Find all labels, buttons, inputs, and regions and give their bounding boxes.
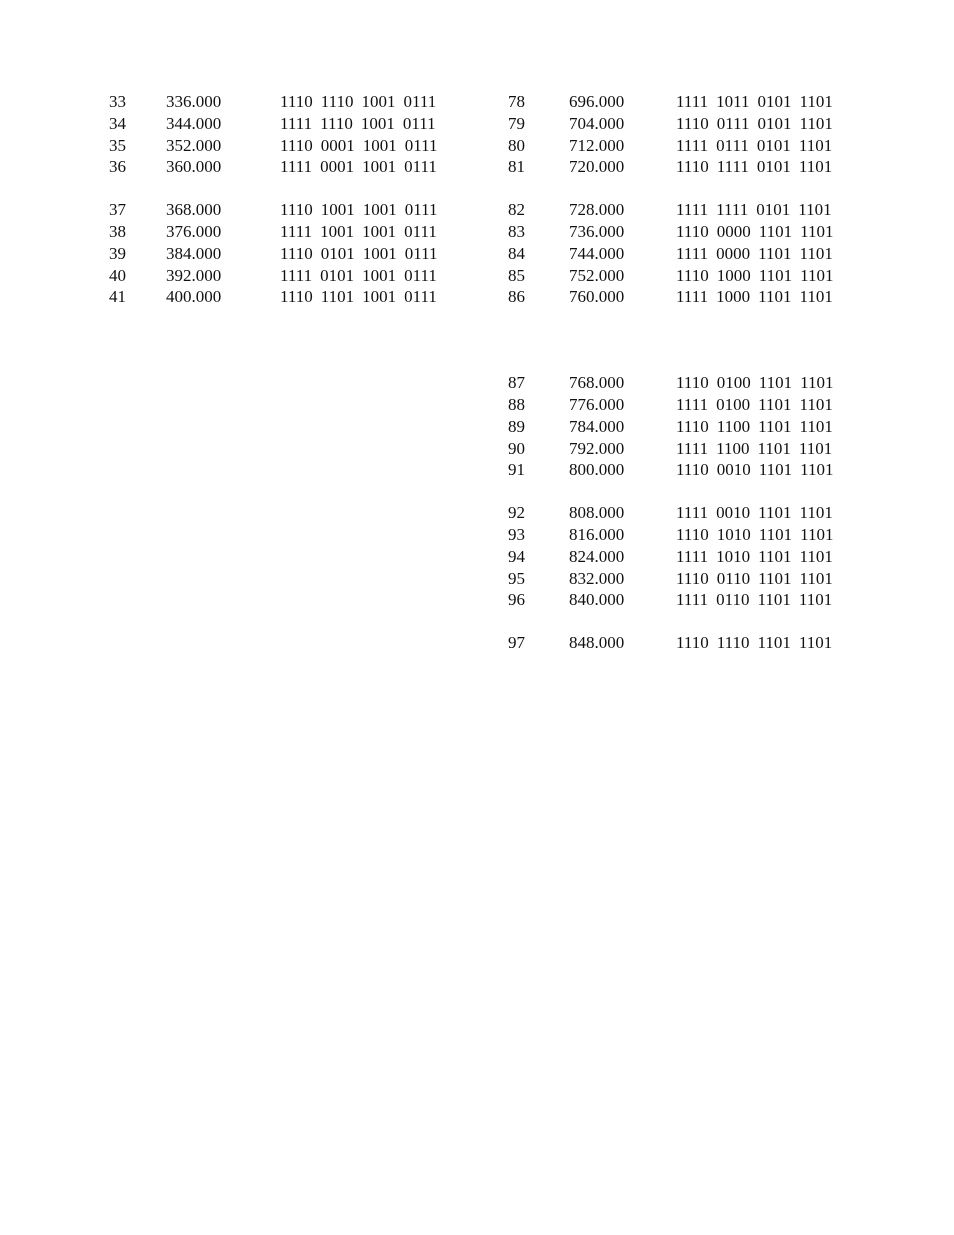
binary-nibble: 1010 — [716, 524, 751, 544]
binary-nibble: 1101 — [799, 568, 833, 588]
frequency-value: 736.000 — [569, 221, 625, 241]
binary-nibble: 1001 — [362, 157, 397, 177]
binary-nibble: 1001 — [362, 135, 397, 155]
binary-nibble: 1111 — [676, 438, 709, 458]
binary-nibble: 1001 — [362, 221, 397, 241]
binary-nibble: 0111 — [404, 157, 437, 177]
binary-nibble: 1110 — [676, 460, 709, 480]
binary-code — [280, 243, 446, 265]
binary-code — [676, 524, 842, 546]
channel-number: 40 — [109, 265, 126, 285]
binary-nibble: 1101 — [758, 416, 792, 436]
frequency-value: 392.000 — [166, 265, 222, 285]
binary-nibble: 1101 — [798, 590, 833, 610]
frequency-value: 840.000 — [569, 590, 625, 610]
binary-nibble: 1101 — [800, 221, 834, 241]
binary-nibble: 0111 — [404, 287, 437, 307]
binary-nibble: 1111 — [676, 92, 709, 111]
binary-nibble: 0100 — [716, 394, 751, 414]
binary-code — [676, 113, 841, 135]
binary-nibble: 1101 — [757, 590, 791, 610]
frequency-value: 776.000 — [569, 394, 625, 414]
binary-nibble: 0000 — [716, 243, 751, 263]
frequency-value: 816.000 — [569, 524, 625, 544]
binary-nibble: 1101 — [798, 438, 833, 458]
binary-nibble: 1111 — [676, 394, 709, 414]
binary-nibble: 1000 — [716, 287, 751, 307]
frequency-value: 384.000 — [166, 243, 222, 263]
channel-number: 91 — [508, 460, 525, 480]
binary-nibble: 1010 — [716, 546, 751, 566]
channel-number: 87 — [508, 373, 525, 393]
binary-nibble: 1101 — [799, 287, 833, 307]
binary-nibble: 1100 — [716, 438, 750, 458]
binary-nibble: 1101 — [758, 221, 793, 241]
binary-nibble: 1001 — [362, 265, 397, 285]
binary-nibble: 1111 — [280, 221, 313, 241]
binary-nibble: 1001 — [362, 243, 397, 263]
binary-nibble: 1111 — [280, 265, 313, 285]
binary-nibble: 1110 — [280, 243, 313, 263]
channel-number: 84 — [508, 243, 525, 263]
binary-nibble: 0111 — [402, 113, 436, 133]
frequency-value: 400.000 — [166, 287, 222, 307]
binary-nibble: 1110 — [716, 633, 750, 653]
binary-code — [676, 372, 842, 394]
channel-number: 39 — [109, 243, 126, 263]
binary-nibble: 1110 — [320, 113, 353, 133]
binary-code — [280, 286, 445, 308]
channel-number: 34 — [109, 113, 126, 133]
binary-nibble: 1101 — [758, 373, 793, 393]
frequency-value: 336.000 — [166, 92, 222, 111]
binary-nibble: 1001 — [320, 221, 355, 241]
channel-number: 79 — [508, 113, 525, 133]
channel-number: 92 — [508, 503, 525, 523]
frequency-value: 824.000 — [569, 546, 625, 566]
binary-nibble: 1011 — [716, 92, 750, 111]
binary-code — [280, 156, 445, 178]
binary-nibble: 0111 — [404, 221, 437, 241]
binary-nibble: 1111 — [676, 590, 709, 610]
binary-nibble: 1111 — [280, 113, 313, 133]
frequency-value: 352.000 — [166, 135, 222, 155]
binary-nibble: 1101 — [758, 394, 792, 414]
binary-nibble: 0101 — [756, 135, 791, 155]
binary-nibble: 1110 — [676, 524, 709, 544]
channel-number: 90 — [508, 438, 525, 458]
binary-nibble: 1101 — [798, 157, 833, 177]
binary-nibble: 1101 — [798, 200, 832, 220]
binary-nibble: 0001 — [320, 135, 355, 155]
binary-nibble: 1101 — [799, 416, 833, 436]
binary-nibble: 1111 — [676, 200, 709, 220]
binary-nibble: 0101 — [320, 265, 355, 285]
binary-nibble: 1111 — [280, 157, 313, 177]
binary-nibble: 0111 — [716, 135, 749, 155]
binary-nibble: 1101 — [799, 243, 833, 263]
binary-nibble: 1101 — [799, 92, 833, 111]
binary-nibble: 1110 — [280, 135, 313, 155]
channel-number: 83 — [508, 221, 525, 241]
binary-code — [676, 568, 841, 590]
binary-code — [676, 221, 842, 243]
binary-code — [676, 589, 840, 611]
binary-nibble: 1101 — [757, 633, 791, 653]
binary-nibble: 0110 — [716, 590, 750, 610]
binary-nibble: 1111 — [716, 157, 749, 177]
binary-nibble: 0111 — [404, 243, 438, 263]
binary-nibble: 1110 — [280, 200, 313, 220]
binary-nibble: 1101 — [800, 524, 834, 544]
binary-nibble: 1101 — [758, 265, 793, 285]
binary-code — [676, 286, 841, 308]
frequency-value: 848.000 — [569, 633, 625, 653]
binary-nibble: 1110 — [676, 373, 709, 393]
binary-nibble: 1101 — [758, 503, 792, 523]
frequency-value: 368.000 — [166, 200, 222, 220]
binary-nibble: 1101 — [758, 460, 793, 480]
binary-nibble: 1110 — [280, 287, 313, 307]
binary-code — [676, 546, 841, 568]
binary-nibble: 1110 — [676, 157, 709, 177]
channel-number: 35 — [109, 135, 126, 155]
binary-nibble: 0010 — [716, 503, 751, 523]
channel-number: 36 — [109, 157, 126, 177]
binary-nibble: 1101 — [799, 113, 833, 133]
binary-code — [676, 265, 842, 287]
channel-number: 80 — [508, 135, 525, 155]
channel-number: 95 — [508, 568, 525, 588]
channel-number: 94 — [508, 546, 525, 566]
binary-nibble: 1001 — [361, 92, 396, 111]
frequency-value: 768.000 — [569, 373, 625, 393]
binary-nibble: 0000 — [716, 221, 751, 241]
binary-nibble: 1001 — [362, 200, 397, 220]
binary-nibble: 1101 — [800, 265, 834, 285]
binary-nibble: 0111 — [404, 200, 438, 220]
binary-code — [676, 416, 841, 438]
binary-nibble: 1101 — [320, 287, 355, 307]
binary-nibble: 1101 — [758, 524, 793, 544]
binary-nibble: 1101 — [800, 460, 834, 480]
binary-nibble: 1110 — [676, 113, 709, 133]
channel-number: 81 — [508, 157, 525, 177]
channel-number: 41 — [109, 287, 126, 307]
binary-nibble: 1101 — [758, 568, 792, 588]
binary-nibble: 1111 — [676, 135, 709, 155]
binary-nibble: 1101 — [757, 438, 791, 458]
binary-code — [280, 113, 444, 135]
binary-code — [280, 265, 445, 287]
binary-nibble: 1101 — [800, 373, 834, 393]
frequency-value: 712.000 — [569, 135, 625, 155]
frequency-value: 344.000 — [166, 113, 222, 133]
binary-code — [280, 221, 445, 243]
binary-nibble: 1110 — [280, 92, 313, 111]
binary-code — [280, 135, 446, 157]
binary-code — [676, 91, 841, 113]
frequency-value: 728.000 — [569, 200, 625, 220]
binary-nibble: 1101 — [799, 394, 833, 414]
binary-nibble: 0101 — [757, 113, 792, 133]
binary-nibble: 1000 — [716, 265, 751, 285]
binary-nibble: 1101 — [758, 243, 792, 263]
channel-number: 97 — [508, 633, 525, 653]
channel-number: 33 — [109, 92, 126, 111]
binary-code — [676, 438, 840, 460]
frequency-value: 720.000 — [569, 157, 625, 177]
binary-code — [676, 394, 841, 416]
frequency-value: 784.000 — [569, 416, 625, 436]
binary-nibble: 1111 — [676, 546, 709, 566]
binary-code — [676, 459, 842, 481]
channel-number: 93 — [508, 524, 525, 544]
binary-nibble: 0010 — [716, 460, 751, 480]
binary-nibble: 1001 — [320, 200, 355, 220]
binary-nibble: 0101 — [757, 92, 792, 111]
binary-nibble: 1110 — [320, 92, 354, 111]
binary-nibble: 1110 — [676, 265, 709, 285]
binary-nibble: 1110 — [676, 416, 709, 436]
binary-code — [676, 243, 841, 265]
binary-nibble: 0111 — [404, 265, 437, 285]
binary-code — [280, 91, 444, 113]
binary-nibble: 1110 — [676, 568, 709, 588]
binary-nibble: 0111 — [716, 113, 750, 133]
frequency-value: 808.000 — [569, 503, 625, 523]
frequency-value: 792.000 — [569, 438, 625, 458]
channel-number: 88 — [508, 394, 525, 414]
binary-code — [676, 632, 840, 654]
binary-nibble: 1101 — [798, 135, 833, 155]
binary-nibble: 0101 — [756, 200, 791, 220]
channel-number: 38 — [109, 221, 126, 241]
channel-number: 89 — [508, 416, 525, 436]
binary-code — [280, 199, 446, 221]
binary-nibble: 1100 — [716, 416, 751, 436]
binary-nibble: 0111 — [403, 92, 437, 111]
binary-nibble: 1101 — [758, 287, 792, 307]
frequency-value: 752.000 — [569, 265, 625, 285]
binary-code — [676, 135, 840, 157]
binary-nibble: 1101 — [799, 503, 833, 523]
frequency-value: 704.000 — [569, 113, 625, 133]
channel-number: 86 — [508, 287, 525, 307]
binary-code — [676, 502, 841, 524]
binary-nibble: 0111 — [404, 135, 438, 155]
binary-nibble: 1110 — [676, 633, 709, 653]
binary-nibble: 1001 — [362, 287, 397, 307]
binary-nibble: 1101 — [798, 633, 833, 653]
binary-code — [676, 199, 840, 221]
channel-number: 37 — [109, 200, 126, 220]
frequency-value: 360.000 — [166, 157, 222, 177]
frequency-value: 760.000 — [569, 287, 625, 307]
frequency-value: 696.000 — [569, 92, 625, 111]
binary-nibble: 0101 — [756, 157, 791, 177]
channel-number: 82 — [508, 200, 525, 220]
binary-nibble: 1111 — [716, 200, 749, 220]
channel-number: 96 — [508, 590, 525, 610]
binary-nibble: 0110 — [716, 568, 751, 588]
binary-nibble: 0100 — [716, 373, 751, 393]
binary-nibble: 1110 — [676, 221, 709, 241]
binary-nibble: 0101 — [320, 243, 355, 263]
binary-nibble: 1111 — [676, 243, 709, 263]
binary-nibble: 1101 — [799, 546, 833, 566]
binary-nibble: 1001 — [360, 113, 395, 133]
frequency-value: 744.000 — [569, 243, 625, 263]
channel-number: 78 — [508, 92, 525, 111]
binary-nibble: 0001 — [320, 157, 355, 177]
channel-number: 85 — [508, 265, 525, 285]
binary-nibble: 1111 — [676, 287, 709, 307]
binary-nibble: 1101 — [758, 546, 792, 566]
frequency-value: 832.000 — [569, 568, 625, 588]
frequency-value: 800.000 — [569, 460, 625, 480]
binary-nibble: 1111 — [676, 503, 709, 523]
frequency-value: 376.000 — [166, 221, 222, 241]
binary-code — [676, 156, 840, 178]
